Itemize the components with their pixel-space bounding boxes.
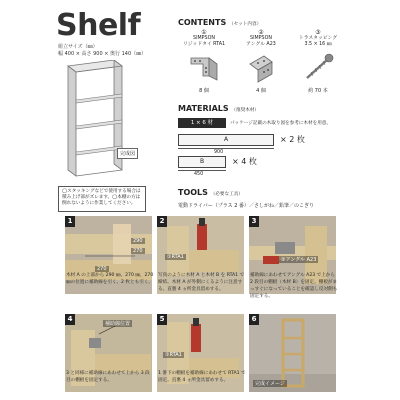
item-quantity: 8 個 <box>199 88 209 94</box>
step-1-text: 木材 A の上部から 290 ㎜、270 ㎜、270 ㎜の位置に補助線を引く。2 枚とも引く。 <box>66 273 154 285</box>
lumber-label: 1 × 6 材 <box>178 118 226 128</box>
item-quantity: 4 個 <box>256 88 266 94</box>
board-b-length: 450 <box>194 172 204 177</box>
step-2-label: ①RTA1 <box>167 254 184 260</box>
dimensions-label: 組立サイズ（㎜） <box>58 44 98 50</box>
step-3-label: ②アングル A23 <box>281 257 317 263</box>
contents-title: CONTENTS <box>178 18 227 27</box>
materials-subtitle: （推奨木材） <box>231 108 260 113</box>
board-a-length: 900 <box>214 150 224 155</box>
step-number: 5 <box>157 314 167 325</box>
item-quantity: 約 70 本 <box>308 88 328 94</box>
contents-item <box>176 29 232 94</box>
step-number: 3 <box>249 216 259 227</box>
item-name: アングル A23 <box>246 42 276 47</box>
note-box: ◯スタッキングなどで使用する場合は積み上げ部がズレます。◯本棚の方は倒れないように作業してください。 <box>58 186 146 212</box>
item-name: リジッドタイ RTA1 <box>182 42 226 47</box>
rigid-tie-icon <box>183 50 225 84</box>
contents-list <box>176 30 346 96</box>
contents-heading <box>178 18 261 27</box>
dimension-line <box>178 170 226 171</box>
step-4-text: 3 と同様に補助線にあわせて上から 3 段目の棚板を固定する。 <box>66 371 150 383</box>
board-a: A <box>178 134 274 146</box>
step-6-label: 完成イメージ <box>255 381 285 387</box>
tools-title: TOOLS <box>178 188 208 197</box>
contents-item <box>290 29 346 94</box>
dimension-line <box>178 148 274 149</box>
step-2-text: 写真のように木材 A と木材 B を RTA1 で締結。木材 A が外側にくるように注意する。直裏 4 ヵ所金具留めする。 <box>158 273 245 292</box>
item-brand: トラスタッピング <box>298 36 338 41</box>
step-4-label: 補助線位置 <box>105 321 131 327</box>
step-1-label: 290 <box>133 238 143 244</box>
materials-heading <box>178 104 259 113</box>
screw-icon <box>297 50 339 84</box>
step-photo-6 <box>249 314 336 392</box>
item-number: ① <box>201 29 207 36</box>
item-name: 3.5 × 16 ㎜ <box>304 42 332 47</box>
step-1-label: 270 <box>97 266 107 272</box>
step-number: 6 <box>249 314 259 325</box>
tools-list: 電動ドライバー（プラス 2 番）／さしがね／鉛筆／のこぎり <box>178 203 314 209</box>
step-5-label: ①RTA1 <box>165 352 182 358</box>
materials-title: MATERIALS <box>178 104 229 113</box>
step-1-label: 270 <box>133 248 143 254</box>
item-number: ③ <box>315 29 321 36</box>
item-brand: SIMPSON <box>193 36 215 41</box>
tools-subtitle: （必要な工具） <box>210 192 243 197</box>
step-3-text: 補助線にあわせてアングル A23 で上から 2 段目の棚板（木材 B）を固定。棚板がまっすぐになっていることを確認し反対側も固定する。 <box>250 273 338 299</box>
board-b-count: × 4 枚 <box>232 157 257 166</box>
angle-bracket-icon <box>240 50 282 84</box>
contents-subtitle: （セット内容） <box>229 22 262 27</box>
dimensions-value: 幅 400 × 高さ 900 × 奥行 140（㎜） <box>58 51 147 57</box>
shelf-illustration <box>62 60 132 178</box>
dimensions-info <box>58 44 146 58</box>
step-number: 4 <box>65 314 75 325</box>
page-title: Shelf <box>56 8 141 43</box>
item-brand: SIMPSON <box>250 36 272 41</box>
contents-item <box>233 29 289 94</box>
step-5-text: 1 番下の棚板を補助線にあわせて RTA1 で固定。直裏 4 ヵ所金具留めする。 <box>158 371 246 383</box>
board-a-count: × 2 枚 <box>280 135 305 144</box>
board-b: B <box>178 156 226 168</box>
materials-note: パッケージ記載の木取り図を参考に木材を用意。 <box>230 121 331 126</box>
step-number: 1 <box>65 216 75 227</box>
item-number: ② <box>258 29 264 36</box>
step-number: 2 <box>157 216 167 227</box>
tools-heading <box>178 188 243 197</box>
completion-label: 完成図 <box>117 148 138 159</box>
